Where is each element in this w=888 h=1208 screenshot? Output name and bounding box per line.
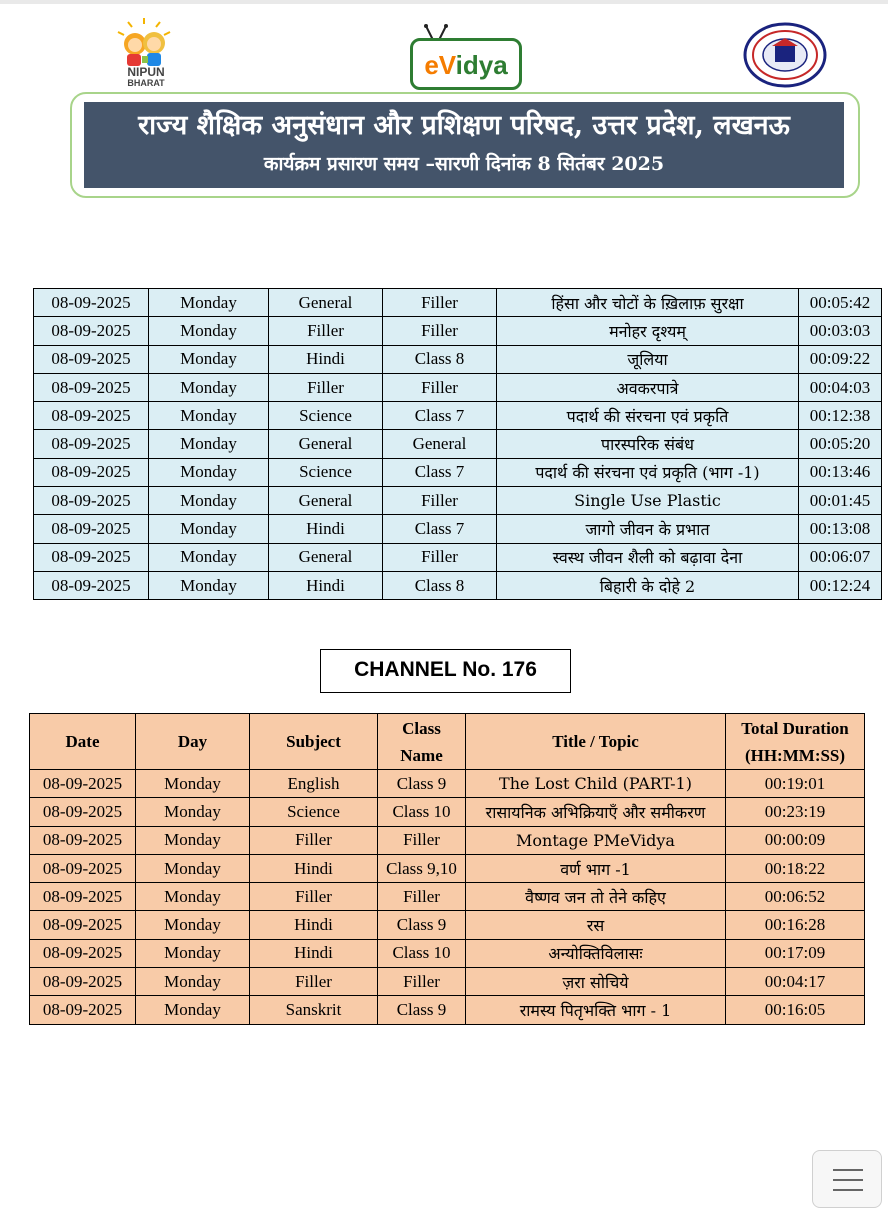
cell-date: 08-09-2025 [34, 515, 149, 543]
cell-class: Filler [383, 317, 497, 345]
cell-subject: General [269, 289, 383, 317]
cell-date: 08-09-2025 [34, 289, 149, 317]
cell-subject: Sanskrit [250, 996, 378, 1024]
table-row [34, 373, 882, 401]
cell-date: 08-09-2025 [30, 968, 136, 996]
cell-date: 08-09-2025 [30, 939, 136, 967]
table-row [30, 770, 865, 798]
header-banner [84, 102, 844, 188]
cell-date: 08-09-2025 [34, 458, 149, 486]
cell-class: Class 8 [383, 345, 497, 373]
cell-day: Monday [149, 345, 269, 373]
schedule-table-2-body [30, 770, 865, 1025]
nipun-logo-line2: BHARAT [127, 78, 165, 88]
cell-date: 08-09-2025 [30, 854, 136, 882]
cell-class: Filler [383, 543, 497, 571]
cell-title: जूलिया [497, 345, 799, 373]
cell-title: रामस्य पितृभक्ति भाग - 1 [466, 996, 726, 1024]
cell-date: 08-09-2025 [34, 543, 149, 571]
cell-date: 08-09-2025 [30, 996, 136, 1024]
cell-class: Class 9,10 [378, 854, 466, 882]
cell-day: Monday [149, 430, 269, 458]
cell-day: Monday [136, 911, 250, 939]
cell-day: Monday [149, 515, 269, 543]
cell-date: 08-09-2025 [30, 911, 136, 939]
cell-title: पदार्थ की संरचना एवं प्रकृति (भाग -1) [497, 458, 799, 486]
cell-title: पदार्थ की संरचना एवं प्रकृति [497, 402, 799, 430]
cell-day: Monday [149, 289, 269, 317]
cell-duration: 00:16:05 [726, 996, 865, 1024]
cell-date: 08-09-2025 [34, 430, 149, 458]
cell-class: Filler [378, 826, 466, 854]
cell-subject: Filler [250, 826, 378, 854]
hamburger-menu-icon-bar [833, 1179, 863, 1181]
table-row [30, 854, 865, 882]
cell-date: 08-09-2025 [30, 770, 136, 798]
table-row [34, 430, 882, 458]
cell-title: जागो जीवन के प्रभात [497, 515, 799, 543]
col-header-class-name [378, 714, 466, 770]
cell-class: Filler [383, 487, 497, 515]
cell-duration: 00:13:08 [799, 515, 882, 543]
cell-subject: Hindi [269, 515, 383, 543]
cell-day: Monday [149, 543, 269, 571]
cell-class: General [383, 430, 497, 458]
cell-title: वैष्णव जन तो तेने कहिए [466, 883, 726, 911]
cell-subject: General [269, 487, 383, 515]
cell-duration: 00:01:45 [799, 487, 882, 515]
cell-duration: 00:18:22 [726, 854, 865, 882]
cell-subject: General [269, 430, 383, 458]
cell-subject: Filler [250, 968, 378, 996]
cell-day: Monday [149, 373, 269, 401]
schedule-table-1-body [34, 289, 882, 600]
cell-duration: 00:03:03 [799, 317, 882, 345]
cell-date: 08-09-2025 [34, 571, 149, 599]
table-row [34, 345, 882, 373]
table-row [34, 317, 882, 345]
cell-date: 08-09-2025 [34, 373, 149, 401]
table-row [34, 289, 882, 317]
cell-subject: Science [269, 458, 383, 486]
cell-class: Filler [378, 883, 466, 911]
schedule-table-2 [29, 713, 865, 1025]
table-row [30, 911, 865, 939]
cell-class: Class 8 [383, 571, 497, 599]
col-header-day: Day [136, 714, 250, 770]
cell-title: मनोहर दृश्यम् [497, 317, 799, 345]
cell-class: Class 7 [383, 402, 497, 430]
channel-label: CHANNEL No. 176 [320, 649, 571, 693]
cell-date: 08-09-2025 [30, 883, 136, 911]
cell-date: 08-09-2025 [34, 487, 149, 515]
cell-duration: 00:19:01 [726, 770, 865, 798]
col-header-class-line2: Name [400, 745, 443, 765]
cell-subject: Science [269, 402, 383, 430]
cell-title: अन्योक्तिविलासः [466, 939, 726, 967]
cell-class: Class 9 [378, 911, 466, 939]
cell-class: Class 10 [378, 939, 466, 967]
col-header-title: Title / Topic [466, 714, 726, 770]
cell-class: Class 9 [378, 770, 466, 798]
schedule-table-1 [33, 288, 882, 600]
cell-duration: 00:05:20 [799, 430, 882, 458]
cell-day: Monday [136, 968, 250, 996]
nipun-logo-line1: NIPUN [127, 65, 165, 79]
cell-title: Single Use Plastic [497, 487, 799, 515]
evidya-logo [408, 22, 520, 88]
cell-duration: 00:04:17 [726, 968, 865, 996]
table-row [30, 968, 865, 996]
cell-duration: 00:00:09 [726, 826, 865, 854]
table-row [30, 883, 865, 911]
nipun-bharat-logo [108, 16, 184, 90]
cell-date: 08-09-2025 [34, 402, 149, 430]
cell-subject: Hindi [269, 571, 383, 599]
cell-day: Monday [149, 487, 269, 515]
cell-date: 08-09-2025 [30, 826, 136, 854]
cell-day: Monday [136, 854, 250, 882]
cell-class: Class 7 [383, 515, 497, 543]
cell-title: The Lost Child (PART-1) [466, 770, 726, 798]
cell-title: पारस्परिक संबंध [497, 430, 799, 458]
evidya-frame [410, 38, 522, 90]
cell-day: Monday [136, 826, 250, 854]
cell-subject: General [269, 543, 383, 571]
cell-subject: Hindi [250, 911, 378, 939]
cell-date: 08-09-2025 [34, 345, 149, 373]
cell-day: Monday [149, 317, 269, 345]
page-title: राज्य शैक्षिक अनुसंधान और प्रशिक्षण परिषद, उत्तर प्रदेश, लखनऊ [138, 110, 790, 141]
cell-day: Monday [136, 770, 250, 798]
cell-class: Class 7 [383, 458, 497, 486]
cell-title: अवकरपात्रे [497, 373, 799, 401]
cell-title: Montage PMeVidya [466, 826, 726, 854]
table-row [30, 939, 865, 967]
table-row [34, 571, 882, 599]
cell-duration: 00:06:52 [726, 883, 865, 911]
cell-duration: 00:12:24 [799, 571, 882, 599]
cell-class: Filler [383, 289, 497, 317]
table-row [34, 543, 882, 571]
cell-title: ज़रा सोचिये [466, 968, 726, 996]
cell-title: स्वस्थ जीवन शैली को बढ़ावा देना [497, 543, 799, 571]
cell-title: वर्ण भाग -1 [466, 854, 726, 882]
evidya-wordmark: eVidya [424, 50, 508, 80]
hamburger-menu-icon-bar [833, 1189, 863, 1191]
col-header-duration [726, 714, 865, 770]
col-header-subject: Subject [250, 714, 378, 770]
scert-seal-icon [742, 22, 828, 88]
table-row [34, 402, 882, 430]
col-header-class-line1: Class [402, 718, 441, 738]
cell-day: Monday [149, 571, 269, 599]
col-header-duration-line2: (HH:MM:SS) [744, 745, 846, 765]
table-header-row [30, 714, 865, 770]
cell-duration: 00:23:19 [726, 798, 865, 826]
page-subtitle: कार्यक्रम प्रसारण समय –सारणी दिनांक 8 सितंबर 2025 [263, 153, 665, 175]
cell-subject: Hindi [269, 345, 383, 373]
table-row [34, 515, 882, 543]
cell-duration: 00:17:09 [726, 939, 865, 967]
cell-day: Monday [149, 458, 269, 486]
cell-class: Filler [383, 373, 497, 401]
cell-class: Filler [378, 968, 466, 996]
col-header-duration-line1: Total Duration [741, 718, 849, 738]
cell-subject: English [250, 770, 378, 798]
cell-day: Monday [136, 798, 250, 826]
table-row [30, 798, 865, 826]
top-border [0, 0, 888, 4]
cell-date: 08-09-2025 [30, 798, 136, 826]
cell-day: Monday [136, 939, 250, 967]
col-header-date: Date [30, 714, 136, 770]
cell-subject: Hindi [250, 939, 378, 967]
cell-duration: 00:04:03 [799, 373, 882, 401]
cell-class: Class 9 [378, 996, 466, 1024]
cell-subject: Science [250, 798, 378, 826]
cell-title: रासायनिक अभिक्रियाएँ और समीकरण [466, 798, 726, 826]
cell-day: Monday [136, 883, 250, 911]
cell-duration: 00:16:28 [726, 911, 865, 939]
menu-button[interactable] [812, 1150, 882, 1208]
cell-class: Class 10 [378, 798, 466, 826]
table-row [30, 996, 865, 1024]
hamburger-menu-icon [833, 1169, 863, 1171]
table-row [30, 826, 865, 854]
cell-duration: 00:05:42 [799, 289, 882, 317]
cell-duration: 00:13:46 [799, 458, 882, 486]
table-row [34, 458, 882, 486]
scert-seal-logo [742, 22, 828, 88]
cell-subject: Filler [250, 883, 378, 911]
cell-title: हिंसा और चोटों के ख़िलाफ़ सुरक्षा [497, 289, 799, 317]
cell-subject: Filler [269, 373, 383, 401]
cell-day: Monday [136, 996, 250, 1024]
cell-date: 08-09-2025 [34, 317, 149, 345]
cell-duration: 00:09:22 [799, 345, 882, 373]
cell-subject: Filler [269, 317, 383, 345]
cell-duration: 00:12:38 [799, 402, 882, 430]
cell-subject: Hindi [250, 854, 378, 882]
cell-title: रस [466, 911, 726, 939]
cell-duration: 00:06:07 [799, 543, 882, 571]
cell-day: Monday [149, 402, 269, 430]
cell-title: बिहारी के दोहे 2 [497, 571, 799, 599]
table-row [34, 487, 882, 515]
